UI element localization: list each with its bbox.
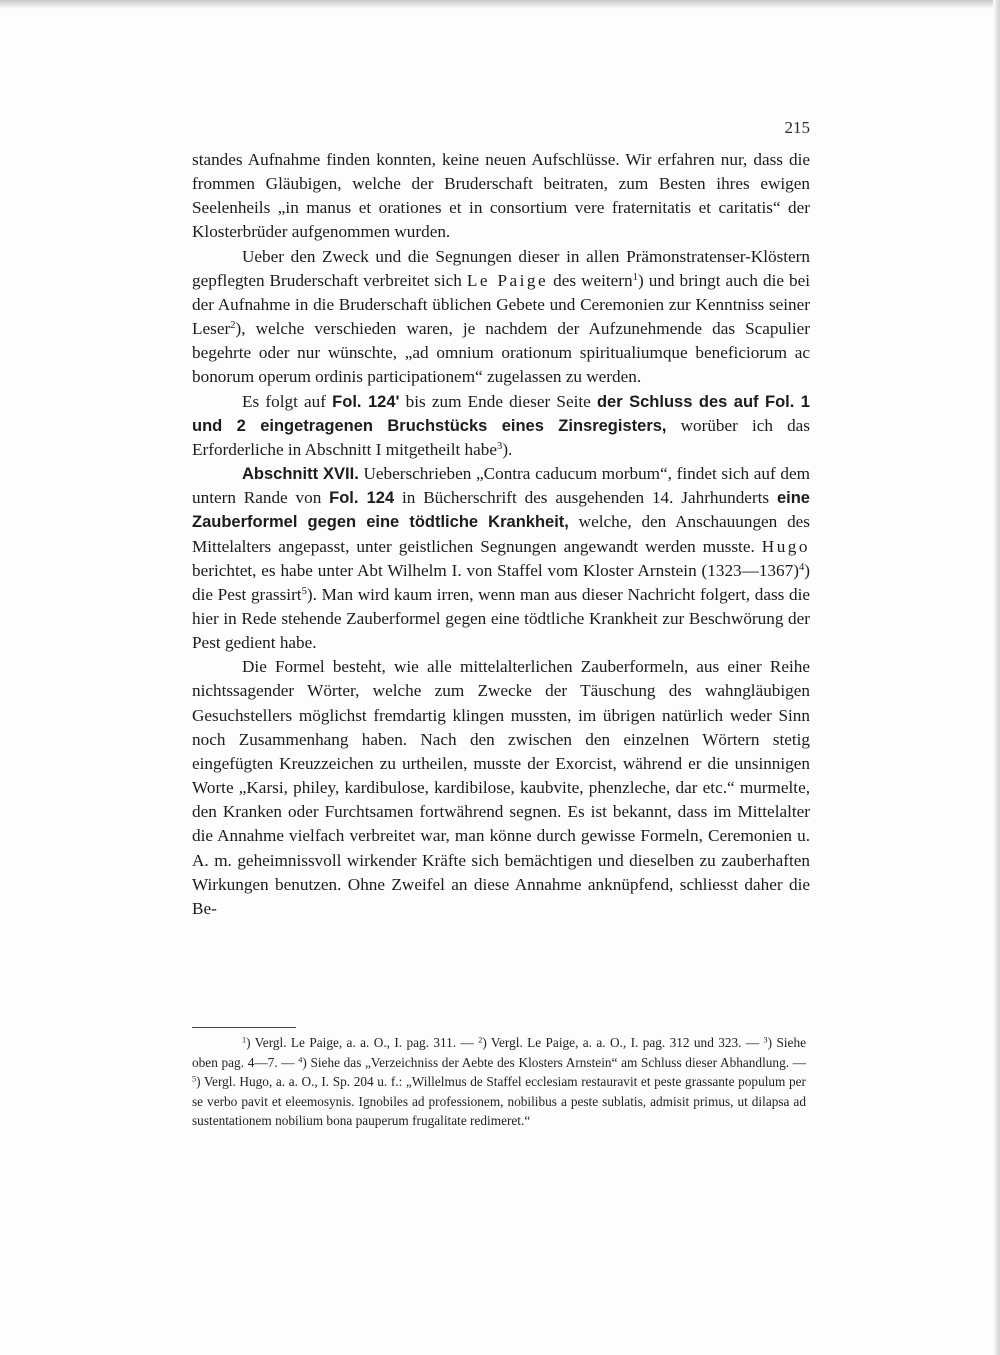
footnote-3: ) Siehe oben pag. 4—7. — [192,1035,806,1070]
paragraph-5-text: Die Formel besteht, wie alle mittelalterlichen Zauberformeln, aus einer Reihe nichtssagender Wörter, welche zum Zwecke der Täuschung des wahngläubigen Gesuchstellers möglichst fremdartig klingen mussten, im übrigen natürlich weder Sinn noch Zusammenhang haben. Nach den zwischen den einzelnen Wörtern stetig eingefügten Kreuzzeichen zu urtheilen, musste der Exorcist, während er die unsinnigen Worte „Karsi, philey, kardibulose, kardibilose, kaubvite, phenzleche, dar etc.“ murmelte, den Kranken oder Furchtsamen fortwährend segnen. Es ist bekannt, dass im Mittelalter die Annahme vielfach verbreitet war, man könne durch gewisse Formeln, Ceremonien u. A. m. geheimnissvoll wirkender Kräfte sich bemächtigen und dieselben zu zauberhaften Wirkungen benutzen. Ohne Zweifel an diese Annahme anknüpfend, schliesst daher die Be- [192,657,810,918]
footnote-number: 3 [763,1035,768,1045]
paragraph-2-text: des weitern [548,270,633,290]
paragraph-2-text: Ueber den Zweck und die Segnungen dieser in allen Prämonstratenser-Klöstern gepflegten Bruderschaft verbreitet sich [192,246,810,290]
paragraph-4 [192,462,810,655]
footnote-marker: 5 [301,585,307,597]
footnote-5: ) Vergl. Hugo, a. a. O., I. Sp. 204 u. f.: „Willelmus de Staffel ecclesiam restauravit et peste grassante populum per se verbo pavit et eleemosynis. Ignobiles ad professionem, nobilibus a peste sublatis, admisit primus, ut dilapsa ad sustentationem nobilium bona pauperum frugalitate redimeret.“ [192,1074,806,1128]
footnote-number: 4 [298,1054,303,1064]
paragraph-4-text: ). Man wird kaum irren, wenn man aus dieser Nachricht folgert, dass die hier in Rede stehende Zauberformel gegen eine tödtliche Krankheit zur Beschwörung der Pest gedient habe. [192,584,811,653]
paragraph-5 [192,655,810,921]
footnote-1: ) Vergl. Le Paige, a. a. O., I. pag. 311. — [246,1035,479,1050]
author-name-le-paige: Le Paige [466,270,549,290]
paragraph-2 [192,245,810,390]
footnote-text [192,1033,806,1131]
scan-top-edge [0,0,1000,9]
footnote-marker: 1 [632,271,638,283]
footnote-number: 5 [192,1074,197,1084]
paragraph-3-text: ). [502,439,513,459]
scan-right-edge [993,0,1000,1355]
folio-reference: Fol. 124' [332,392,400,411]
footnote-2: ) Vergl. Le Paige, a. a. O., I. pag. 312 und 323. — [482,1035,764,1050]
footnotes [192,1033,806,1131]
footnote-marker: 2 [230,320,236,332]
page-number: 215 [784,118,810,137]
paragraph-3-text: Es folgt auf [242,391,333,411]
body-text [192,148,810,921]
footnote-number: 2 [478,1035,483,1045]
section-heading: Abschnitt XVII. [242,465,359,484]
folio-reference: Fol. 124 [329,489,395,508]
author-name-hugo: Hugo [761,536,810,556]
paragraph-1-text: standes Aufnahme finden konnten, keine neuen Aufschlüsse. Wir erfahren nur, dass die frommen Gläubigen, welche der Bruderschaft beitraten, zum Besten ihres ewigen Seelenheils „in manus et orationes et in consortium vere fraternitatis et caritatis“ der Klosterbrüder aufgenommen wurden. [192,150,810,242]
paragraph-4-text: in Bücherschrift des ausgehenden 14. Jahrhunderts [394,488,777,508]
paragraph-4-text: ) die Pest grassirt [192,560,810,604]
paragraph-4-text: Ueberschrieben „Contra caducum morbum“, findet sich auf dem untern Rande von [192,464,810,508]
paragraph-4-text: welche, den Anschauungen des Mittelalters angepasst, unter geistlichen Segnungen angewandt werden musste. [192,512,810,556]
emphasis-bold: eine Zauberformel gegen eine tödtliche Krankheit, [192,489,810,532]
footnote-4: ) Siehe das „Verzeichniss der Aebte des Klosters Arnstein“ am Schluss dieser Abhandlung. — [302,1054,806,1070]
paragraph-1 [192,148,810,245]
paragraph-2-text: ), welche verschieden waren, je nachdem der Aufzunehmende das Scapulier begehrte oder nur wünschte, „ad omnium orationum spiritualiumque beneficiorum ac bonorum operum ordinis participationem“ zugelassen zu werden. [192,319,810,387]
footnote-marker: 3 [497,441,503,453]
paragraph-2-text: ) und bringt auch die bei der Aufnahme in die Bruderschaft üblichen Gebete und Ceremonien zur Kenntniss seiner Leser [192,270,810,339]
paragraph-3 [192,390,810,462]
paragraph-3-text: bis zum Ende dieser Seite [399,391,597,411]
footnote-divider [192,1027,296,1028]
emphasis-bold: der Schluss des auf Fol. 1 und 2 eingetragenen Bruchstücks eines Zinsregisters, [192,392,810,435]
paragraph-4-text: berichtet, es habe unter Abt Wilhelm I. von Staffel vom Kloster Arnstein (1323—1367) [192,560,799,580]
paragraph-3-text: worüber ich das Erforderliche in Abschnitt I mitgetheilt habe [192,415,810,459]
footnote-marker: 4 [798,561,805,573]
footnote-number: 1 [242,1035,247,1045]
